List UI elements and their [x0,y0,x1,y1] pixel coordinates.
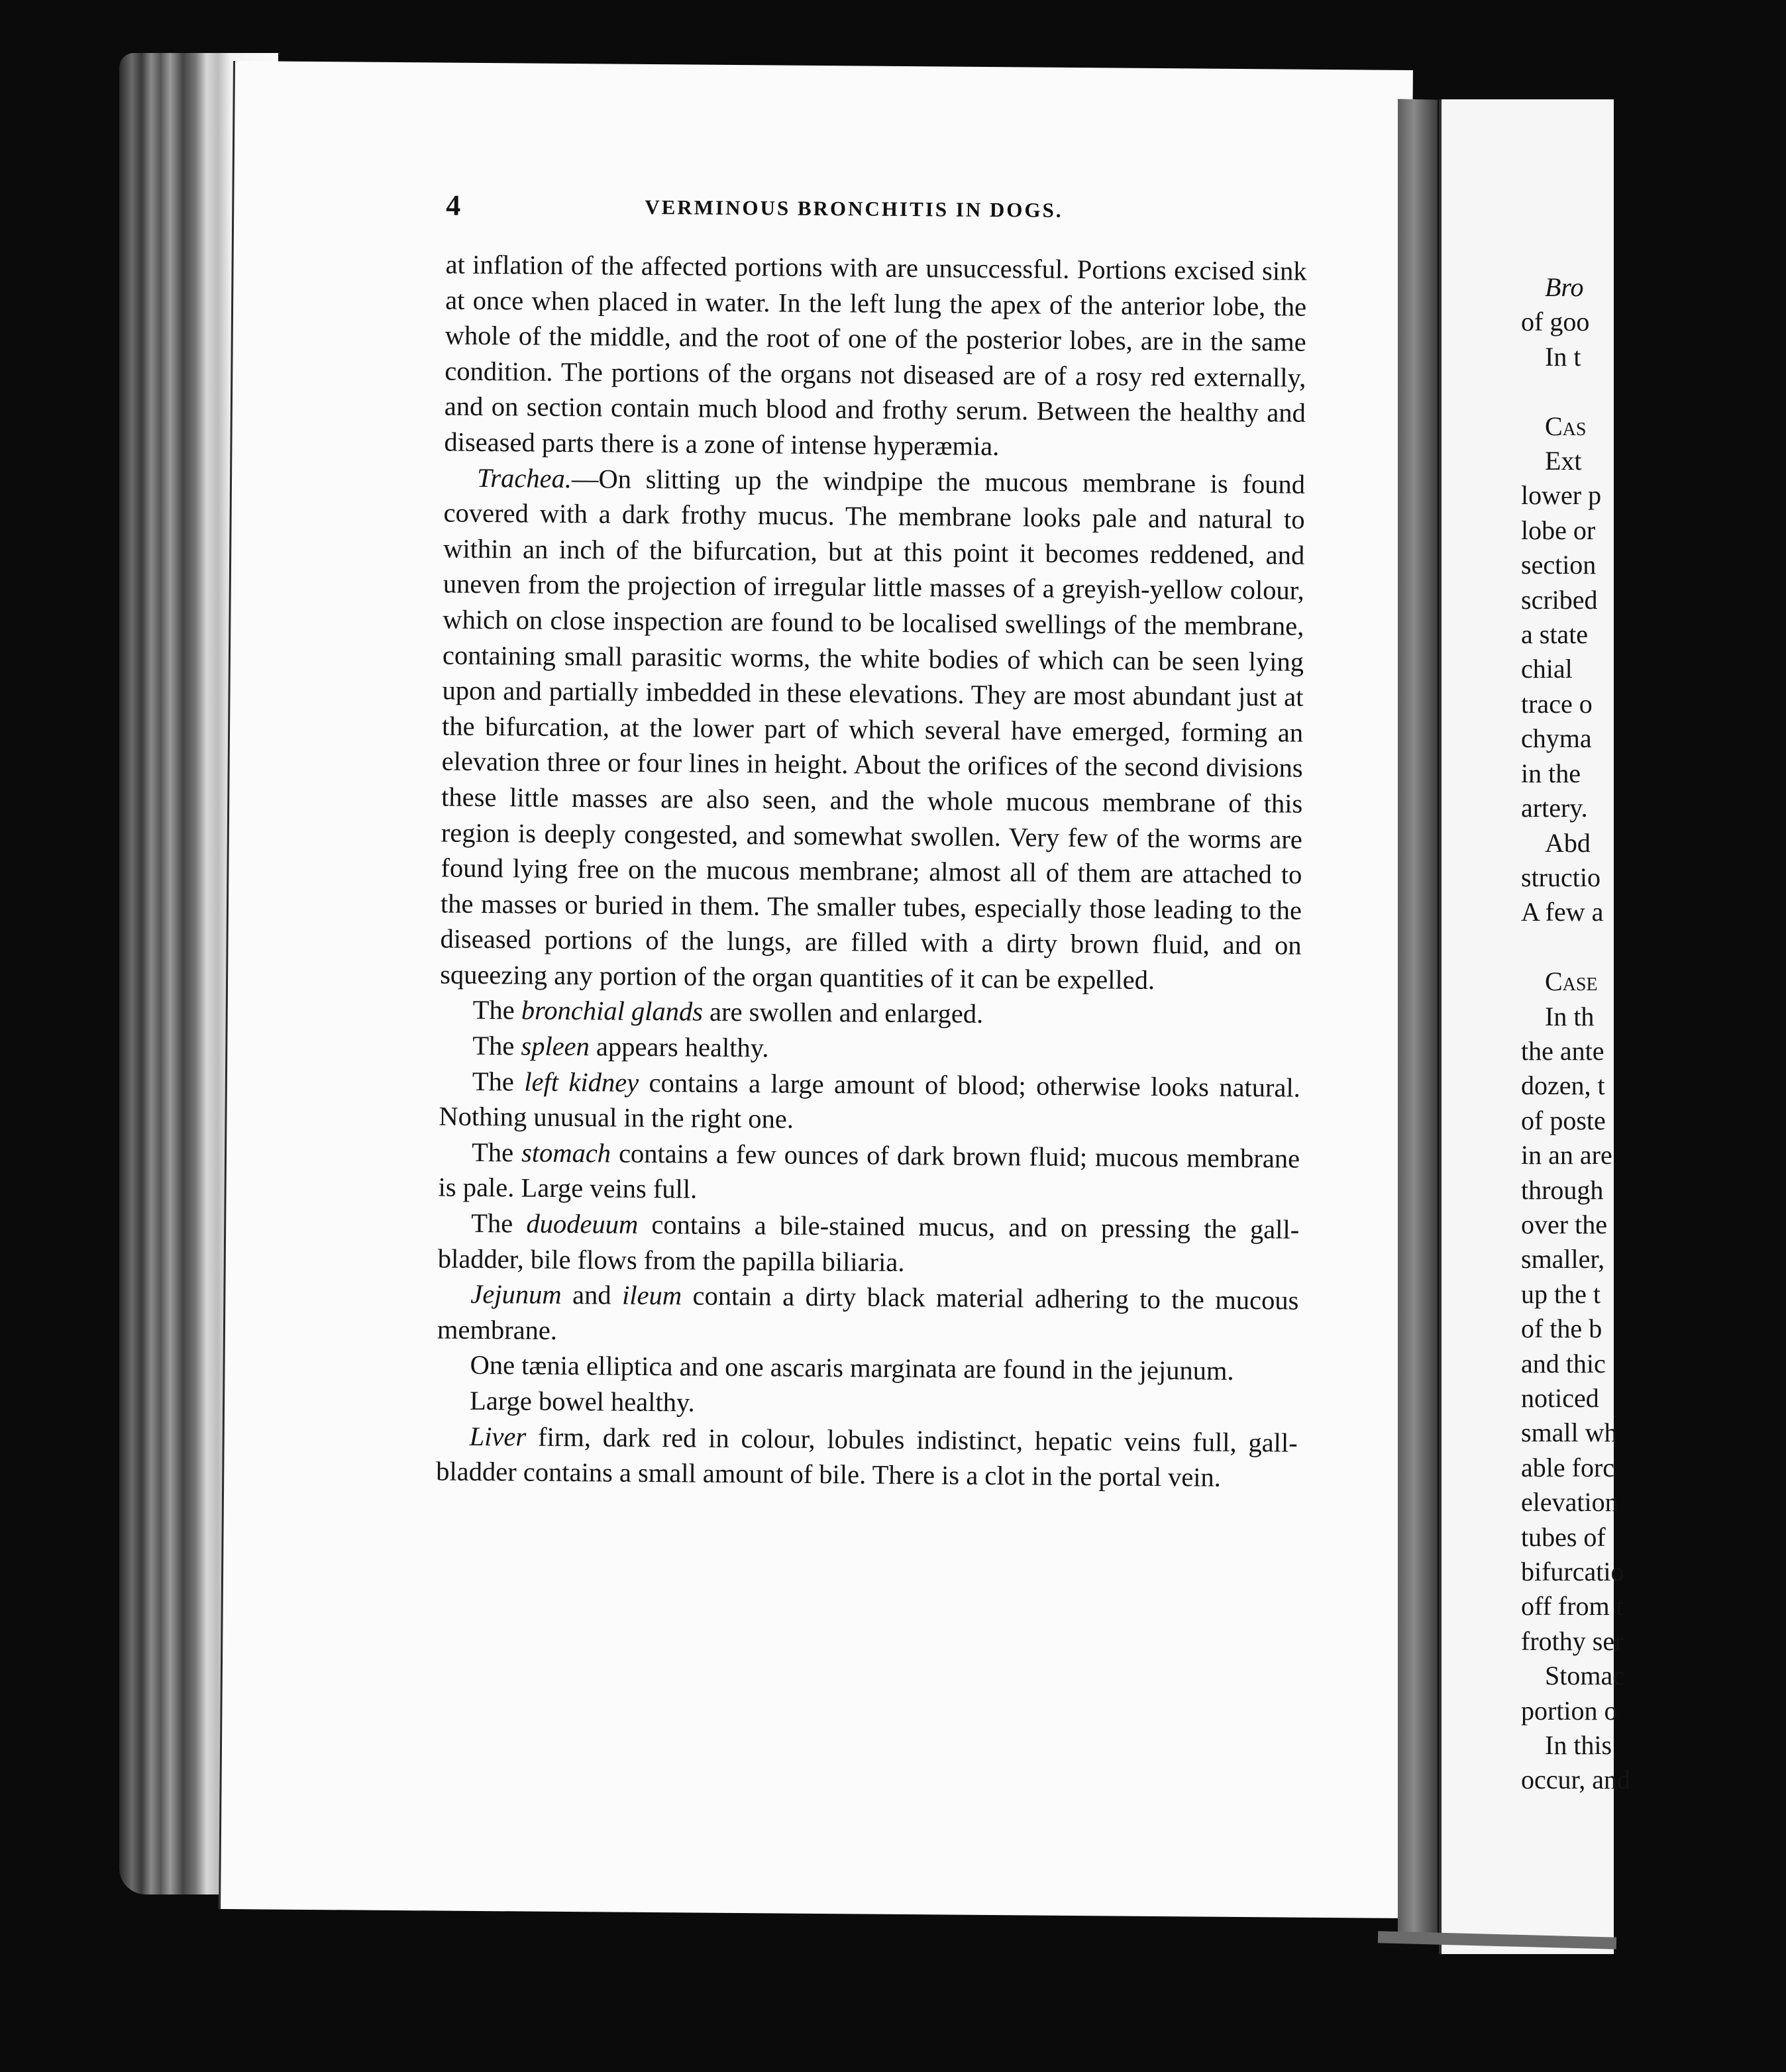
right-page-line: of goo [1521,307,1590,337]
right-page-line: chyma [1521,723,1592,754]
right-page-line: occur, and [1521,1765,1630,1795]
body-text [436,247,1307,1496]
right-page-line: up the t [1521,1278,1601,1309]
right-page-line: a state [1521,619,1589,650]
page-number: 4 [446,189,461,222]
right-page-line: dozen, t [1521,1070,1605,1101]
right-page-line: trace o [1521,688,1593,719]
book-gutter [1398,99,1438,1941]
right-page-line: Ext [1545,446,1582,476]
right-page-line: in the [1521,758,1581,788]
right-page-line: bifurcatio [1521,1557,1624,1587]
right-page-line: off from t [1521,1591,1624,1622]
right-page-line: A few a [1521,897,1604,927]
right-page-line: small wh [1521,1418,1618,1448]
right-page-line: of poste [1521,1105,1606,1135]
right-page-line: Bro [1545,272,1584,302]
right-page-line: lower p [1521,480,1602,511]
paragraph: The left kidney contains a large amount of blood; otherwise looks natural. Nothing unusual in the right one. [439,1066,1301,1134]
right-page-line: structio [1521,862,1601,892]
paragraph: Trachea.—On slitting up the windpipe the mucous membrane is found covered with a dark frothy mucus. The membrane looks pale and natural to within an inch of the bifurcation, but at this point it becomes reddened, and uneven from the projection of irregular little masses of a greyish-yellow colour, which on close inspection are found to be localised swellings of the membrane, containing small parasitic worms, the white bodies of which can be seen lying upon and partially imbedded in these elevations. They are most abundant just at the bifurcation, at the lower part of which several have emerged, forming an elevation three or four lines in height. About the orifices of the second divisions these little masses are also seen, and the whole mucous membrane of this region is deeply congested, and somewhat swollen. Very few of the worms are found lying free on the mucous membrane; almost all of them are attached to the masses or buried in them. The smaller tubes, especially those leading to the diseased portions of the lungs, are filled with a dirty brown fluid, and on squeezing any portion of the organ quantities of it can be expelled. [440,462,1306,995]
right-page-line: In t [1545,341,1581,372]
paragraph: Large bowel healthy. [469,1385,695,1418]
right-page-line: in an are [1521,1140,1612,1170]
paragraph: The stomach contains a few ounces of dark brown fluid; mucous membrane is pale. Large veins full. [438,1137,1300,1204]
right-page-line: lobe or [1521,515,1596,545]
paragraph: One tænia elliptica and one ascaris marginata are found in the jejunum. [470,1350,1234,1386]
right-page-line: smaller, [1521,1244,1605,1274]
right-page-line: frothy ser [1521,1626,1624,1656]
right-page-line: scribed [1521,584,1598,615]
right-page-line: through [1521,1174,1604,1205]
paragraph: The spleen appears healthy. [472,1030,769,1063]
right-page-line: In th [1545,1001,1595,1031]
right-page-line [1521,374,1786,409]
right-page-line: elevation [1521,1487,1618,1518]
right-page-line: and thic [1521,1348,1606,1378]
right-page-line: tubes of [1521,1522,1606,1552]
paragraph: The bronchial glands are swollen and enlarged. [472,995,984,1029]
right-page-line: Abd [1545,827,1591,858]
right-page-text [1521,270,1786,1798]
right-page-line: section [1521,550,1597,580]
paragraph: The duodeuum contains a bile-stained mucus, and on pressing the gall-bladder, bile flows from the papilla biliaria. [437,1208,1300,1277]
right-page-edge [1439,99,1630,1954]
running-head: VERMINOUS BRONCHITIS IN DOGS. [645,195,1063,222]
right-page-line: In this [1545,1730,1612,1761]
right-page-line: Case [1545,966,1598,997]
right-page-line: the ante [1521,1035,1604,1066]
right-page-line: portion o [1521,1695,1618,1726]
page-header [446,189,1347,236]
right-page-line: over the [1521,1209,1607,1239]
right-page-line: Cas [1545,411,1587,441]
left-page [219,61,1413,1918]
right-page-line: chial [1521,654,1573,684]
paragraph: Liver firm, dark red in colour, lobules indistinct, hepatic veins full, gall-bladder contains a small amount of bile. There is a clot in the portal vein. [436,1421,1298,1492]
right-page-line: able forc [1521,1452,1615,1482]
right-page-line: Stomac [1545,1661,1624,1691]
paragraph: at inflation of the affected portions with are unsuccessful. Portions excised sink at once when placed in water. In the left lung the apex of the anterior lobe, the whole of the middle, and the root of one of the posterior lobes, are in the same condition. The portions of the organs not diseased are of a rosy red externally, and on section contain much blood and frothy serum. Between the healthy and diseased parts there is a zone of intense hyperæmia. [444,249,1307,462]
paragraph: Jejunum and ileum contain a dirty black material adhering to the mucous membrane. [437,1279,1299,1345]
right-page-line: of the b [1521,1314,1602,1344]
right-page-line [1521,930,1786,964]
right-page-line: noticed [1521,1383,1599,1413]
right-page-line: artery. [1521,793,1588,823]
